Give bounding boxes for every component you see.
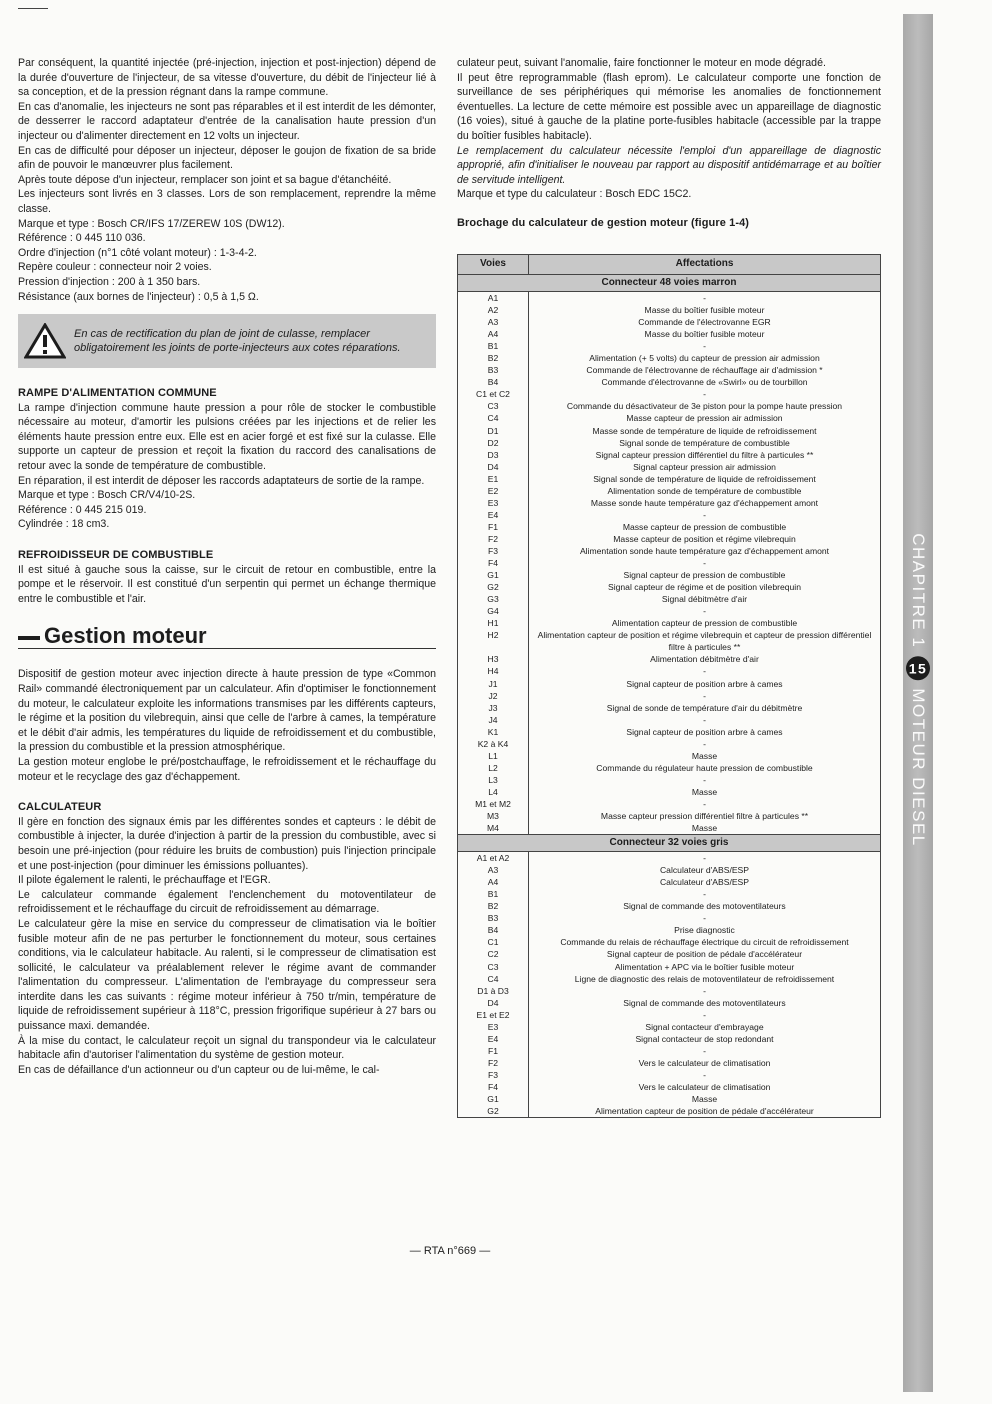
- pin-id: G2: [458, 581, 529, 593]
- heading-dash: [18, 636, 40, 640]
- pin-assignment: -: [529, 292, 881, 305]
- table-row: [458, 822, 881, 835]
- chapter-subject: MOTEUR DIESEL: [909, 688, 928, 847]
- pin-id: A1: [458, 292, 529, 305]
- table-row: [458, 629, 881, 653]
- pin-assignment: -: [529, 985, 881, 997]
- pin-assignment: Commande du régulateur haute pression de combustible: [529, 762, 881, 774]
- pin-assignment: -: [529, 665, 881, 677]
- section-title: CALCULATEUR: [18, 801, 102, 814]
- pin-assignment: Masse capteur pression différentiel filtre à particules **: [529, 810, 881, 822]
- table-row: [458, 997, 881, 1009]
- table-row: [458, 1105, 881, 1118]
- pin-id: K2 à K4: [458, 738, 529, 750]
- pin-id: D2: [458, 437, 529, 449]
- table-row: [458, 1009, 881, 1021]
- table-row: [458, 876, 881, 888]
- table-row: [458, 810, 881, 822]
- pin-assignment: -: [529, 798, 881, 810]
- table-row: [458, 1081, 881, 1093]
- pin-id: F2: [458, 533, 529, 545]
- pin-id: G1: [458, 569, 529, 581]
- pin-id: A4: [458, 328, 529, 340]
- pin-id: K1: [458, 726, 529, 738]
- pin-assignment: Alimentation capteur de position et régime vilebrequin et capteur de pression différentiel filtre à particules **: [529, 629, 881, 653]
- pin-id: E4: [458, 1033, 529, 1045]
- pin-assignment: Masse: [529, 822, 881, 835]
- pin-id: F4: [458, 1081, 529, 1093]
- pin-id: B1: [458, 888, 529, 900]
- pin-assignment: Commande d'électrovanne de «Swirl» ou de tourbillon: [529, 376, 881, 388]
- pin-assignment: Signal sonde de température de combustible: [529, 437, 881, 449]
- pin-id: H1: [458, 617, 529, 629]
- pin-assignment: -: [529, 774, 881, 786]
- pin-id: B4: [458, 376, 529, 388]
- warning-box: [18, 314, 436, 368]
- pin-id: J4: [458, 714, 529, 726]
- column-header-affectations: Affectations: [529, 255, 881, 275]
- column-header-voies: Voies: [458, 255, 529, 275]
- paragraph: À la mise du contact, le calculateur reçoit un signal du transpondeur via le calculateur habitacle afin d'autoriser l'alimentation du système de gestion moteur.: [18, 1034, 436, 1062]
- connector-header: Connecteur 48 voies marron: [458, 275, 881, 292]
- table-row: [458, 985, 881, 997]
- paragraph: Il peut être reprogrammable (flash eprom). Le calculateur comporte une fonction de surveillance de ses périphériques qui mémorise les anomalies de fonctionnement éventuelles. La lecture de cette mémoire est possible avec un appareillage de diagnostic (16 voies), situé à gauche de la platine porte-fusibles habitacle (accessible par la trappe du boîtier fusibles habitacle).: [457, 71, 881, 142]
- table-row: [458, 774, 881, 786]
- pin-assignment: -: [529, 340, 881, 352]
- pin-id: A4: [458, 876, 529, 888]
- table-row: [458, 653, 881, 665]
- table-row: [458, 340, 881, 352]
- table-row: [458, 786, 881, 798]
- pin-assignment: Vers le calculateur de climatisation: [529, 1081, 881, 1093]
- page-footer: — RTA n°669 —: [409, 1245, 491, 1257]
- pin-assignment: Signal de commande des motoventilateurs: [529, 900, 881, 912]
- table-row: [458, 1057, 881, 1069]
- table-row: [458, 738, 881, 750]
- pin-assignment: Masse capteur de position et régime vilebrequin: [529, 533, 881, 545]
- pin-assignment: Signal capteur pression différentiel du filtre à particules **: [529, 449, 881, 461]
- pin-id: B2: [458, 352, 529, 364]
- paragraph: Référence : 0 445 110 036.: [18, 232, 146, 245]
- pin-id: M3: [458, 810, 529, 822]
- table-row: [458, 316, 881, 328]
- pin-assignment: Masse sonde de température de liquide de refroidissement: [529, 425, 881, 437]
- table-row: [458, 750, 881, 762]
- table-row: [458, 352, 881, 364]
- pin-id: J3: [458, 702, 529, 714]
- pin-assignment: Signal contacteur de stop redondant: [529, 1033, 881, 1045]
- pin-assignment: Signal de commande des motoventilateurs: [529, 997, 881, 1009]
- pin-assignment: -: [529, 1009, 881, 1021]
- pin-id: G4: [458, 605, 529, 617]
- pin-assignment: Signal capteur de position arbre à cames: [529, 726, 881, 738]
- table-row: [458, 1021, 881, 1033]
- paragraph: Cylindrée : 18 cm3.: [18, 518, 110, 531]
- pin-assignment: Signal capteur de pression de combustible: [529, 569, 881, 581]
- table-row: [458, 388, 881, 400]
- pin-assignment: Alimentation capteur de pression de combustible: [529, 617, 881, 629]
- pin-id: C2: [458, 948, 529, 960]
- pin-assignment: Alimentation + APC via le boîtier fusible moteur: [529, 961, 881, 973]
- pin-assignment: Ligne de diagnostic des relais de motoventilateur de refroidissement: [529, 973, 881, 985]
- table-row: [458, 690, 881, 702]
- connector-32-rows: [458, 852, 881, 1118]
- pin-id: B4: [458, 924, 529, 936]
- table-row: [458, 400, 881, 412]
- table-row: [458, 961, 881, 973]
- table-row: [458, 678, 881, 690]
- chapter-title: CHAPITRE 1: [909, 533, 928, 649]
- table-row: [458, 497, 881, 509]
- pin-id: J1: [458, 678, 529, 690]
- pin-assignment: -: [529, 714, 881, 726]
- pin-id: G3: [458, 593, 529, 605]
- table-row: [458, 509, 881, 521]
- pin-assignment: Masse: [529, 750, 881, 762]
- pin-assignment: Alimentation sonde de température de combustible: [529, 485, 881, 497]
- pin-assignment: -: [529, 605, 881, 617]
- pin-assignment: Masse du boîtier fusible moteur: [529, 304, 881, 316]
- paragraph: Pression d'injection : 200 à 1 350 bars.: [18, 275, 201, 288]
- table-row: [458, 617, 881, 629]
- table-row: [458, 521, 881, 533]
- paragraph: Il est situé à gauche sous la caisse, sur le circuit de retour en combustible, entre la pompe et le réservoir. Il est constitué d'un serpentin qui permet un échange thermique entre le combustible et l'air.: [18, 563, 436, 605]
- pin-assignment: Signal contacteur d'embrayage: [529, 1021, 881, 1033]
- pin-assignment: -: [529, 388, 881, 400]
- table-row: [458, 924, 881, 936]
- paragraph: culateur peut, suivant l'anomalie, faire fonctionner le moteur en mode dégradé.: [457, 57, 826, 69]
- pin-assignment: Masse du boîtier fusible moteur: [529, 328, 881, 340]
- table-row: [458, 376, 881, 388]
- pin-assignment: Signal débitmètre d'air: [529, 593, 881, 605]
- pin-assignment: Signal sonde de température de liquide de refroidissement: [529, 473, 881, 485]
- pin-assignment: -: [529, 738, 881, 750]
- paragraph: Il pilote également le ralenti, le préchauffage et l'EGR.: [18, 874, 271, 887]
- table-row: [458, 364, 881, 376]
- pin-assignment: -: [529, 509, 881, 521]
- pin-id: A2: [458, 304, 529, 316]
- pin-assignment: Signal capteur de position arbre à cames: [529, 678, 881, 690]
- pin-id: F3: [458, 545, 529, 557]
- paragraph: Le remplacement du calculateur nécessite l'emploi d'un appareillage de diagnostic approprié, afin d'initialiser le nouveau par rapport au dispositif antidémarrage et au boîtier de servitude intelligent.: [457, 144, 881, 186]
- pin-assignment: -: [529, 888, 881, 900]
- table-row: [458, 702, 881, 714]
- pin-assignment: Masse capteur de pression air admission: [529, 412, 881, 424]
- top-rule: [18, 8, 48, 9]
- pin-id: C1: [458, 936, 529, 948]
- left-column: [18, 56, 436, 1077]
- paragraph: Il gère en fonction des signaux émis par les différentes sondes et capteurs : le débit de combustible à injecter, la durée d'injection à partir de la pression du combustible, avec si besoin une pré-injection (pour réduire les bruits de combustion) puis l'injection principale et une post-injection (pour diminuer les émissions polluantes).: [18, 815, 436, 872]
- table-row: [458, 665, 881, 677]
- pin-id: L1: [458, 750, 529, 762]
- pin-id: F3: [458, 1069, 529, 1081]
- pin-assignment: -: [529, 852, 881, 865]
- table-row: [458, 888, 881, 900]
- table-row: [458, 948, 881, 960]
- pin-id: C3: [458, 961, 529, 973]
- table-row: [458, 473, 881, 485]
- table-row: [458, 1045, 881, 1057]
- pin-id: L4: [458, 786, 529, 798]
- pin-id: B2: [458, 900, 529, 912]
- pin-id: D3: [458, 449, 529, 461]
- table-row: [458, 798, 881, 810]
- table-row: [458, 852, 881, 865]
- pin-id: H3: [458, 653, 529, 665]
- table-row: [458, 1093, 881, 1105]
- paragraph: Dispositif de gestion moteur avec injection directe à haute pression de type «Common Rail» commandé électroniquement par un calculateur. Afin d'optimiser le fonctionnement du moteur, le calculateur exploite les informations transmises par les différents capteurs, le régime et la position du vilebrequin, ainsi que celle de l'arbre à cames, la température et le débit d'air admis, les températures du liquide de refroidissement et du combustible, la pression du combustible et la pression atmosphérique.: [18, 668, 436, 754]
- table-row: [458, 581, 881, 593]
- table-row: [458, 449, 881, 461]
- paragraph: La rampe d'injection commune haute pression a pour rôle de stocker le combustible nécessaire au moteur, d'amortir les pulsions créées par les injections et de relier les éléments haute pression entre eux. Elle est en acier forgé et est fixé sur la culasse. Elle supporte un capteur de pression et reçoit la fixation du raccord des canalisations de retour avec la sonde de température de combustible.: [18, 401, 436, 473]
- pin-assignment: Calculateur d'ABS/ESP: [529, 864, 881, 876]
- paragraph: Repère couleur : connecteur noir 2 voies.: [18, 261, 212, 274]
- table-row: [458, 726, 881, 738]
- pin-id: C3: [458, 400, 529, 412]
- table-row: [458, 304, 881, 316]
- pin-assignment: Calculateur d'ABS/ESP: [529, 876, 881, 888]
- paragraph: Marque et type du calculateur : Bosch EDC 15C2.: [457, 188, 692, 201]
- pin-id: C1 et C2: [458, 388, 529, 400]
- chapter-label: [906, 533, 930, 847]
- pin-assignment: -: [529, 690, 881, 702]
- table-row: [458, 900, 881, 912]
- pin-id: B1: [458, 340, 529, 352]
- pin-assignment: Alimentation capteur de position de pédale d'accélérateur: [529, 1105, 881, 1118]
- table-row: [458, 912, 881, 924]
- pin-id: D4: [458, 997, 529, 1009]
- table-row: [458, 557, 881, 569]
- pin-id: F1: [458, 521, 529, 533]
- pin-id: D1 à D3: [458, 985, 529, 997]
- pin-id: L2: [458, 762, 529, 774]
- pin-id: E4: [458, 509, 529, 521]
- pin-id: L3: [458, 774, 529, 786]
- pin-assignment: Prise diagnostic: [529, 924, 881, 936]
- gestion-heading: [18, 624, 436, 649]
- pin-id: E1: [458, 473, 529, 485]
- pin-assignment: -: [529, 1045, 881, 1057]
- table-row: [458, 593, 881, 605]
- table-row: [458, 762, 881, 774]
- warning-icon: [24, 323, 66, 359]
- pin-id: B3: [458, 364, 529, 376]
- pin-id: E3: [458, 497, 529, 509]
- pin-id: B3: [458, 912, 529, 924]
- warning-text: En cas de rectification du plan de joint de culasse, remplacer obligatoirement les joints de porte-injecteurs aux cotes réparations.: [74, 328, 401, 355]
- paragraph: Les injecteurs sont livrés en 3 classes. Lors de son remplacement, reprendre la même classe.: [18, 188, 436, 215]
- section-title: RAMPE D'ALIMENTATION COMMUNE: [18, 387, 217, 400]
- table-row: [458, 605, 881, 617]
- pinout-table: [457, 254, 881, 1118]
- pin-assignment: Commande de l'électrovanne de réchauffage air d'admission *: [529, 364, 881, 376]
- pin-assignment: Masse: [529, 1093, 881, 1105]
- pin-assignment: Alimentation débitmètre d'air: [529, 653, 881, 665]
- paragraph: Marque et type : Bosch CR/IFS 17/ZEREW 10S (DW12).: [18, 217, 285, 230]
- paragraph: Le calculateur commande également l'enclenchement du motoventilateur de refroidissement et le réchauffage du circuit de refroidissement au démarrage.: [18, 888, 436, 916]
- pin-assignment: Commande du désactivateur de 3e piston pour la pompe haute pression: [529, 400, 881, 412]
- table-title: Brochage du calculateur de gestion moteur (figure 1-4): [457, 216, 750, 229]
- pin-assignment: Signal capteur de position de pédale d'accélérateur: [529, 948, 881, 960]
- paragraph: En réparation, il est interdit de déposer les raccords adaptateurs de sortie de la rampe.: [18, 474, 425, 487]
- table-row: [458, 485, 881, 497]
- table-row: [458, 328, 881, 340]
- footer-text: RTA n°669: [423, 1245, 477, 1257]
- section-title: REFROIDISSEUR DE COMBUSTIBLE: [18, 549, 214, 562]
- pin-assignment: Masse: [529, 786, 881, 798]
- table-row: [458, 864, 881, 876]
- pin-assignment: Masse capteur de pression de combustible: [529, 521, 881, 533]
- pin-id: M1 et M2: [458, 798, 529, 810]
- pin-id: E3: [458, 1021, 529, 1033]
- paragraph: Le calculateur gère la mise en service du compresseur de climatisation via le boîtier fusible moteur afin de ne pas perturber le fonctionnement du moteur, sous certaines conditions, via le calculateur habitacle. Au ralenti, si le compresseur de climatisation est sollicité, le calculateur va préalablement relever le régime avant de commander l'alimentation du compresseur. L'alimentation de l'embrayage du compresseur sera interdite dans les cas suivants : régime moteur inférieur à 750 tr/min, température de liquide de refroidissement supérieur à 118°C, pression frigorifique supérieur à 27 bars ou puissance maxi. demandée.: [18, 917, 436, 1033]
- table-row: [458, 437, 881, 449]
- pin-assignment: Vers le calculateur de climatisation: [529, 1057, 881, 1069]
- pin-id: F2: [458, 1057, 529, 1069]
- table-row: [458, 569, 881, 581]
- pin-id: F1: [458, 1045, 529, 1057]
- pin-id: A3: [458, 864, 529, 876]
- pin-id: A1 et A2: [458, 852, 529, 865]
- page-number-badge: 15: [906, 656, 930, 680]
- pin-assignment: Commande du relais de réchauffage électrique du circuit de refroidissement: [529, 936, 881, 948]
- pin-assignment: Signal de sonde de température d'air du débitmètre: [529, 702, 881, 714]
- gestion-title: Gestion moteur: [44, 623, 207, 649]
- paragraph: Ordre d'injection (n°1 côté volant moteur) : 1-3-4-2.: [18, 246, 257, 259]
- paragraph: Marque et type : Bosch CR/V4/10-2S.: [18, 489, 196, 502]
- paragraph: Après toute dépose d'un injecteur, remplacer son joint et sa bague d'étanchéité.: [18, 173, 392, 186]
- paragraph: Référence : 0 445 215 019.: [18, 503, 147, 516]
- paragraph: En cas de difficulté pour déposer un injecteur, déposer le goujon de fixation de sa bride afin de pouvoir le manœuvrer plus facilement.: [18, 144, 436, 172]
- pin-id: J2: [458, 690, 529, 702]
- table-row: [458, 461, 881, 473]
- table-row: [458, 714, 881, 726]
- table-row: [458, 1033, 881, 1045]
- table-row: [458, 412, 881, 424]
- pin-id: D1: [458, 425, 529, 437]
- pin-id: G2: [458, 1105, 529, 1118]
- table-row: [458, 533, 881, 545]
- pin-assignment: Commande de l'électrovanne EGR: [529, 316, 881, 328]
- paragraph: La gestion moteur englobe le pré/postchauffage, le refroidissement et le réchauffage du moteur et le recyclage des gaz d'échappement.: [18, 755, 436, 783]
- pin-assignment: -: [529, 557, 881, 569]
- pin-id: G1: [458, 1093, 529, 1105]
- table-row: [458, 425, 881, 437]
- pin-id: A3: [458, 316, 529, 328]
- pin-assignment: -: [529, 1069, 881, 1081]
- pin-assignment: Masse sonde haute température gaz d'échappement amont: [529, 497, 881, 509]
- pin-assignment: Alimentation sonde haute température gaz d'échappement amont: [529, 545, 881, 557]
- pin-id: E1 et E2: [458, 1009, 529, 1021]
- table-row: [458, 936, 881, 948]
- pin-id: F4: [458, 557, 529, 569]
- pin-assignment: Signal capteur pression air admission: [529, 461, 881, 473]
- table-row: [458, 973, 881, 985]
- paragraph: Par conséquent, la quantité injectée (pré-injection, injection et post-injection) dépend de la durée d'ouverture de l'injecteur, de sa vitesse d'ouverture, du débit de l'injecteur lié à sa conception, et de la pression régnant dans la rampe commune.: [18, 57, 436, 99]
- pin-id: H4: [458, 665, 529, 677]
- pin-id: H2: [458, 629, 529, 653]
- pin-assignment: -: [529, 912, 881, 924]
- pin-assignment: Alimentation (+ 5 volts) du capteur de pression air admission: [529, 352, 881, 364]
- right-column: [457, 56, 881, 231]
- pin-id: M4: [458, 822, 529, 835]
- paragraph: Résistance (aux bornes de l'injecteur) : 0,5 à 1,5 Ω.: [18, 290, 259, 303]
- pin-id: E2: [458, 485, 529, 497]
- connector-header: Connecteur 32 voies gris: [458, 835, 881, 852]
- connector-48-rows: [458, 292, 881, 835]
- pin-assignment: Signal capteur de régime et de position vilebrequin: [529, 581, 881, 593]
- table-row: [458, 292, 881, 305]
- paragraph: En cas de défaillance d'un actionneur ou d'un capteur ou de lui-même, le cal-: [18, 1063, 380, 1076]
- pin-id: C4: [458, 412, 529, 424]
- paragraph: En cas d'anomalie, les injecteurs ne sont pas réparables et il est interdit de les démonter, de desserrer le raccord adaptateur d'entrée de la canalisation haute pression d'un injecteur ou d'alimenter directement en 12 volts un injecteur.: [18, 100, 436, 142]
- table-row: [458, 1069, 881, 1081]
- table-row: [458, 545, 881, 557]
- pin-id: C4: [458, 973, 529, 985]
- pin-id: D4: [458, 461, 529, 473]
